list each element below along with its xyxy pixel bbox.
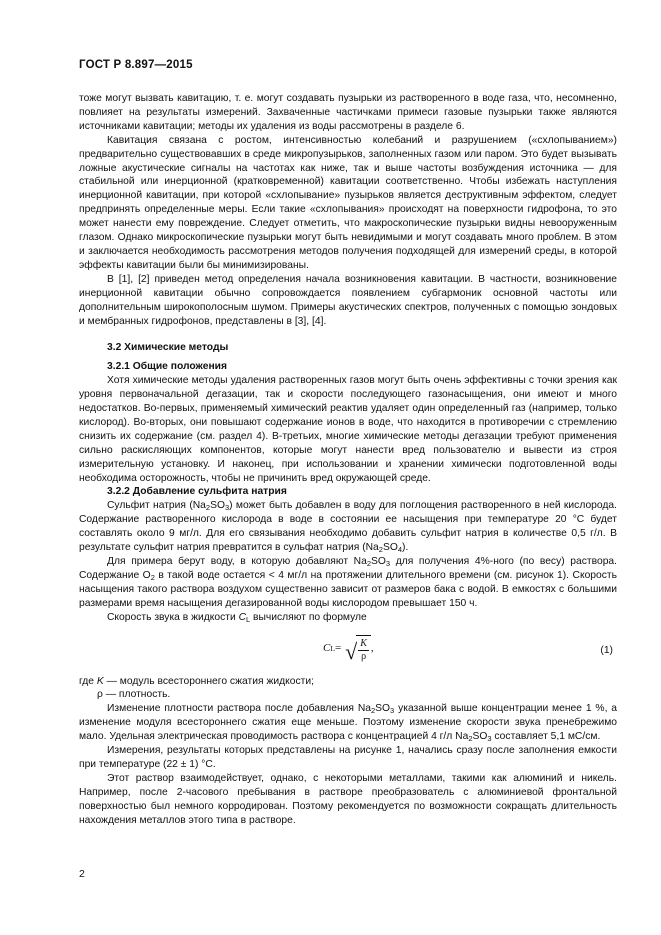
paragraph: Скорость звука в жидкости $C_L$ вычисляют по формуле <box>107 611 367 624</box>
paragraph: Для примера берут воду, в которую добавляют $Na_2SO_3$ для получения 4%-ного (по весу) раствора. Содержание $O_2$ в такой воде остается < 4 мг/л на протяжении длительного времени (см. рисунок 1). Скорость насыщения такого раствора воздухом существенно зависит от размеров бака с водой. В емкостях с большими размерами время насыщения дегазированной воды кислородом превышает 150 ч. <box>79 556 618 609</box>
formula-1 <box>79 629 617 675</box>
section-heading-3-2: 3.2 Химические методы <box>107 342 229 354</box>
paragraph: Изменение плотности раствора после добавления $Na_2SO_3$ указанной выше концентрации менее 1 %, а изменение модуля всестороннего сжатия еще меньше. Поэтому изменение скорости звука пренебрежимо мало. Удельная электрическая проводимость раствора с концентрацией 4 г/л $Na_2SO_3$ составляет 5,1 мС/см. <box>79 703 617 744</box>
formula-legend <box>79 675 617 703</box>
paragraph: Кавитация связана с ростом, интенсивностью колебаний и разрушением («схлопыванием») предварительно существовавших в среде микропузырьков, заполненных газом или паром. Это будет вызывать ложные акустические сигналы на частотах как ниже, так и выше частоты возбуждения источника — для стабильной или инерционной (кратковременной) кавитации соответственно. Чтобы избежать наступления инерционной кавитации, при которой «схлопывание» пузырьков является деструктивным эффектом, следует предпринять определенные меры. Если такие «схлопывания» происходят на поверхности гидрофона, то это может нанести ему повреждение. Следует отметить, что макроскопические пузырьки видны невооруженным глазом. Однако микроскопические пузырьки могут быть невидимыми и могут создавать много проблем. В этом и заключается необходимость рассмотрения методов получения подходящей для измерений среды, в которой эффекты кавитации были бы минимизированы. <box>79 134 617 271</box>
fraction: $\frac{K}{\rho}$ <box>360 637 367 662</box>
paragraph: Измерения, результаты которых представлены на рисунке 1, начались сразу после заполнения емкости при температуре (22 ± 1) °С. <box>79 745 617 770</box>
paragraph: Хотя химические методы удаления растворенных газов могут быть очень эффективны с точки зрения как уровня первоначальной дегазации, так и скорости последующего газонасыщения, они имеют и много недостатков. Во-первых, применяемый химический реактив удаляет один определенный газ (например, только кислород). Во-вторых, они повышают содержание ионов в воде, что находится в противоречии с стремлению снизить их содержание (см. раздел 4). В-третьих, многие химические методы дегазации требуют применения сильно раскисляющих компонентов, которые могут нанести вред пользователю и вывести из строя измерительную установку. И наконец, при использовании и хранении химически подготовленной воды необходима осторожность, чтобы не причинить вред окружающей среде. <box>79 375 617 484</box>
paragraph: Сульфит натрия $(Na_2SO_3)$ может быть добавлен в воду для поглощения растворенного в ней кислорода. Содержание растворенного кислорода в воде в состоянии ее насыщения при температуре 20 °С будет составлять около 9 мг/л. Для его связывания необходимо добавить сульфит натрия в количестве 0,5 г/л. В результате сульфит натрия превратится в сульфат натрия $(Na_2SO_4)$. <box>79 500 617 555</box>
square-root: √ $\frac{K}{\rho}$ <box>345 635 371 663</box>
legend-item: ρ — плотность. <box>97 689 171 701</box>
legend-item: где K — модуль всестороннего сжатия жидкости; <box>79 675 314 687</box>
subsection-heading-3-2-1: 3.2.1 Общие положения <box>107 361 227 373</box>
subsection-heading-3-2-2: 3.2.2 Добавление сульфита натрия <box>107 486 287 498</box>
formula-number: (1) <box>600 644 613 656</box>
page-number: 2 <box>79 868 85 880</box>
paragraph: тоже могут вызвать кавитацию, т. е. могут создавать пузырьки из растворенного в воде газа, что, несомненно, повлияет на результаты измерений. Захваченные частичками примеси газовые пузырьки также являются источниками кавитации; методы их удаления из воды рассмотрены в разделе 6. <box>79 93 617 132</box>
formula-expression: C L = √ $\frac{K}{\rho}$ , <box>323 635 374 663</box>
document-body <box>79 92 617 828</box>
paragraph: В [1], [2] приведен метод определения начала возникновения кавитации. В частности, возникновение инерционной кавитации обычно сопровождается появлением субгармоник основной частоты или дополнительным широкополосным шумом. Примеры акустических спектров, полученных с помощью зондовых и мембранных гидрофонов, представлены в [3], [4]. <box>79 273 617 327</box>
paragraph: Этот раствор взаимодействует, однако, с некоторыми металлами, такими как алюминий и никель. Например, после 2-часового пребывания в растворе преобразователь с алюминиевой фронтальной поверхностью был немного корродирован. Поэтому рекомендуется по возможности сокращать длительность нахождения металлов этого типа в растворе. <box>79 772 617 826</box>
page-header: ГОСТ Р 8.897—2015 <box>79 59 193 71</box>
